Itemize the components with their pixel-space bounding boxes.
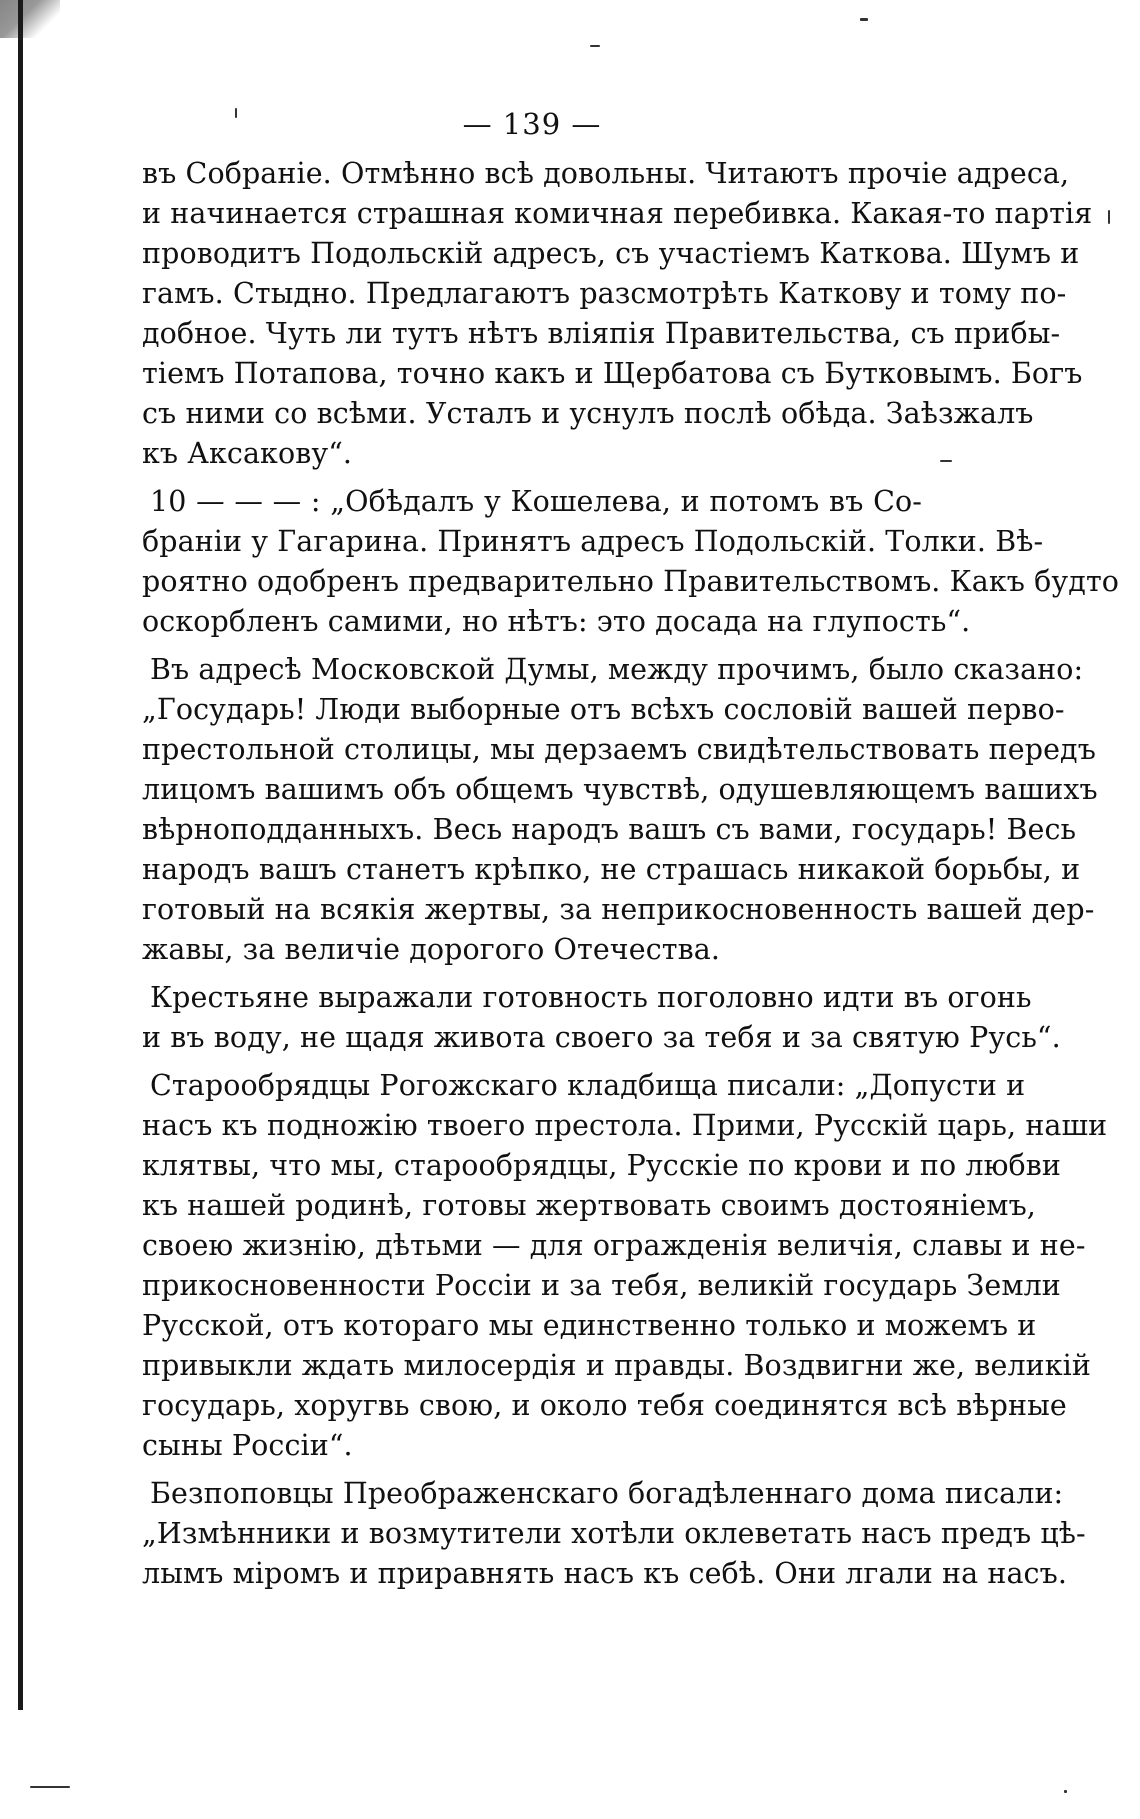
- text-line: государь, хоругвь свою, и около тебя соединятся всѣ вѣрные: [142, 1389, 1067, 1422]
- paragraph-4: [142, 978, 1061, 1058]
- paragraph-3: [142, 650, 1098, 970]
- text-line: гамъ. Стыдно. Предлагаютъ разсмотрѣть Каткову и тому по-: [142, 277, 1067, 310]
- text-line: привыкли ждать милосердія и правды. Воздвигни же, великій: [142, 1349, 1091, 1382]
- text-line: роятно одобренъ предварительно Правительствомъ. Какъ будто: [142, 565, 1120, 598]
- text-line: Крестьяне выражали готовность поголовно идти въ огонь: [150, 981, 1032, 1014]
- text-line: „Измѣнники и возмутители хотѣли оклеветать насъ предъ цѣ-: [142, 1517, 1086, 1550]
- text-line: въ Собраніе. Отмѣнно всѣ довольны. Читаютъ прочіе адреса,: [142, 157, 1070, 190]
- text-line: готовый на всякія жертвы, за неприкосновенность вашей дер-: [142, 893, 1095, 926]
- scan-left-border: [18, 0, 23, 1710]
- text-line: и въ воду, не щадя живота своего за тебя и за святую Русь“.: [142, 1021, 1061, 1054]
- text-line: къ Аксакову“.: [142, 437, 353, 470]
- text-line: 10 — — — : „Обѣдалъ у Кошелева, и потомъ въ Со-: [150, 485, 922, 518]
- text-line: оскорбленъ самими, но нѣтъ: это досада на глупость“.: [142, 605, 971, 638]
- paragraph-2: [142, 482, 1120, 642]
- text-line: браніи у Гагарина. Принятъ адресъ Подольскій. Толки. Вѣ-: [142, 525, 1044, 558]
- page-number: — 139 —: [462, 107, 602, 141]
- text-line: жавы, за величіе дорогого Отечества.: [142, 933, 721, 966]
- scan-speck: [1108, 210, 1110, 224]
- text-line: прикосновенности Россіи и за тебя, великій государь Земли: [142, 1269, 1061, 1302]
- paragraph-1: [142, 154, 1093, 474]
- scan-speck: [590, 45, 600, 47]
- book-page: [142, 100, 1120, 1594]
- scan-speck: [30, 1786, 70, 1788]
- scan-speck: [1064, 1790, 1067, 1793]
- text-line: Русской, отъ котораго мы единственно только и можемъ и: [142, 1309, 1037, 1342]
- text-line: тіемъ Потапова, точно какъ и Щербатова съ Бутковымъ. Богъ: [142, 357, 1083, 390]
- scan-speck: [940, 460, 952, 462]
- text-line: лицомъ вашимъ объ общемъ чувствѣ, одушевляющемъ вашихъ: [142, 773, 1098, 806]
- paragraph-5: [142, 1066, 1108, 1466]
- text-line: лымъ міромъ и приравнять насъ къ себѣ. Они лгали на насъ.: [142, 1557, 1068, 1590]
- text-line: сыны Россіи“.: [142, 1429, 353, 1462]
- text-line: добное. Чуть ли тутъ нѣтъ вліяпія Правительства, съ прибы-: [142, 317, 1061, 350]
- text-line: Въ адресѣ Московской Думы, между прочимъ, было сказано:: [150, 653, 1084, 686]
- text-line: Старообрядцы Рогожскаго кладбища писали: „Допусти и: [150, 1069, 1026, 1102]
- text-line: къ нашей родинѣ, готовы жертвовать своимъ достояніемъ,: [142, 1189, 1036, 1222]
- paragraph-6: [142, 1474, 1086, 1594]
- scan-speck: [860, 18, 868, 21]
- text-line: Безпоповцы Преображенскаго богадѣленнаго дома писали:: [150, 1477, 1064, 1510]
- text-line: народъ вашъ станетъ крѣпко, не страшась никакой борьбы, и: [142, 853, 1081, 886]
- text-line: насъ къ подножію твоего престола. Прими, Русскій царь, наши: [142, 1109, 1108, 1142]
- text-line: „Государь! Люди выборные отъ всѣхъ сословій вашей перво-: [142, 693, 1065, 726]
- text-line: съ ними со всѣми. Усталъ и уснулъ послѣ обѣда. Заѣзжалъ: [142, 397, 1034, 430]
- text-line: и начинается страшная комичная перебивка. Какая-то партія: [142, 197, 1093, 230]
- text-line: вѣрноподданныхъ. Весь народъ вашъ съ вами, государь! Весь: [142, 813, 1077, 846]
- text-line: клятвы, что мы, старообрядцы, Русскіе по крови и по любви: [142, 1149, 1061, 1182]
- scan-edge-shadow: [0, 0, 60, 38]
- text-line: престольной столицы, мы дерзаемъ свидѣтельствовать передъ: [142, 733, 1096, 766]
- text-line: своею жизнію, дѣтьми — для огражденія величія, славы и не-: [142, 1229, 1086, 1262]
- text-line: проводитъ Подольскій адресъ, съ участіемъ Каткова. Шумъ и: [142, 237, 1080, 270]
